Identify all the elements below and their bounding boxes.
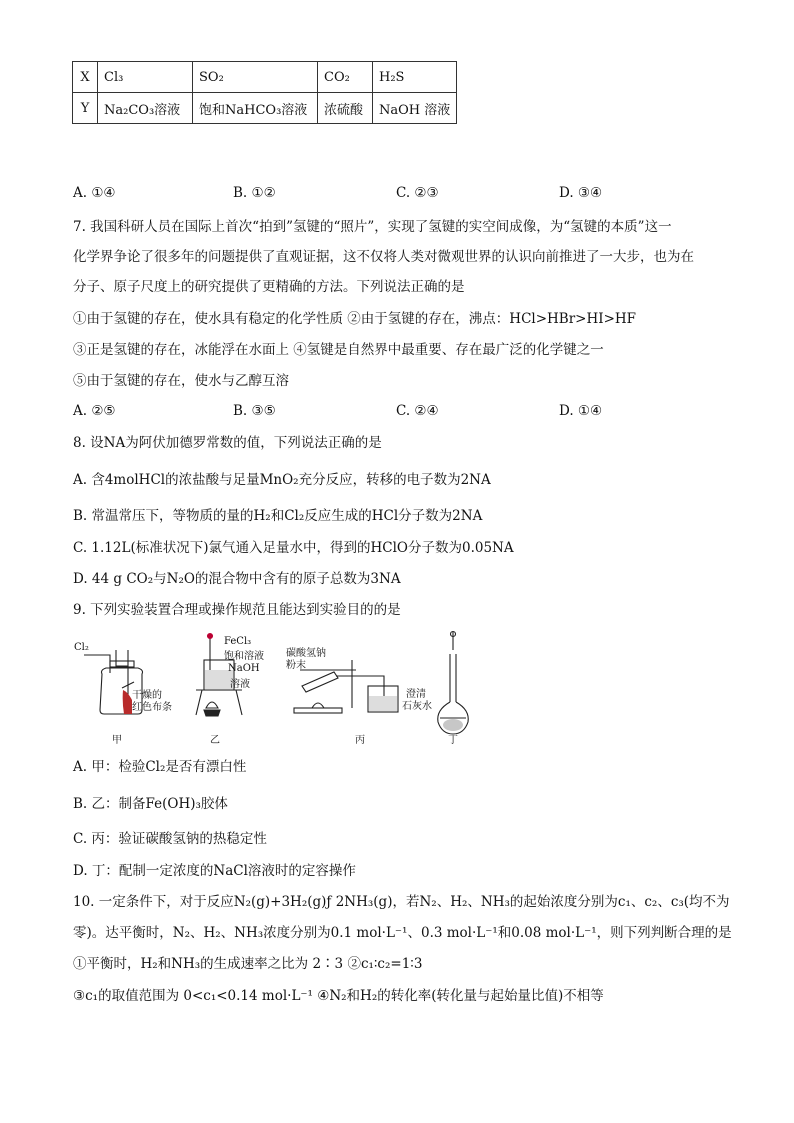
q8-option-d: D. 44 g CO₂与N₂O的混合物中含有的原子总数为3NA	[73, 571, 401, 587]
q7-stem-line: 分子、原子尺度上的研究提供了更精确的方法。下列说法正确的是	[73, 279, 465, 295]
label-red-cloth: 红色布条	[132, 702, 172, 713]
table-cell: Cl₃	[98, 62, 193, 93]
q7-statement: ③正是氢键的存在，冰能浮在水面上 ④氢键是自然界中最重要、存在最广泛的化学键之一	[73, 342, 604, 358]
caption-ding: 丁	[448, 735, 458, 746]
q10-stem-line: 零)。达平衡时，N₂、H₂、NH₃浓度分别为0.1 mol·L⁻¹、0.3 mol·L⁻¹和0.08 mol·L⁻¹，则下列判断合理的是	[73, 925, 732, 941]
table-cell: CO₂	[318, 62, 373, 93]
q8-option-b: B. 常温常压下，等物质的量的H₂和Cl₂反应生成的HCl分子数为2NA	[73, 508, 483, 524]
q6-option-a: A. ①④	[73, 185, 116, 201]
table-cell: 浓硫酸	[318, 93, 373, 124]
caption-yi: 乙	[210, 735, 220, 746]
label-powder: 粉末	[286, 660, 306, 671]
label-clear: 澄清	[406, 689, 426, 700]
red-cloth-strip	[123, 690, 132, 714]
table-cell: NaOH 溶液	[373, 93, 457, 124]
label-nahco3: 碳酸氢钠	[286, 648, 326, 659]
q10-statement: ①平衡时，H₂和NH₃的生成速率之比为 2∶3 ②c₁∶c₂=1∶3	[73, 956, 423, 972]
label-naoh-solution: 溶液	[230, 679, 250, 690]
table-cell: X	[73, 62, 98, 93]
reagent-table	[72, 61, 457, 124]
q8-option-c: C. 1.12L(标准状况下)氯气通入足量水中，得到的HClO分子数为0.05NA	[73, 540, 514, 556]
label-fecl3: FeCl₃	[224, 636, 252, 647]
q10-stem-line: 10. 一定条件下，对于反应N₂(g)+3H₂(g)ƒ 2NH₃(g)，若N₂、H₂、NH₃的起始浓度分别为c₁、c₂、c₃(均不为	[73, 894, 730, 910]
q10-statement: ③c₁的取值范围为 0<c₁<0.14 mol·L⁻¹ ④N₂和H₂的转化率(转化量与起始量比值)不相等	[73, 988, 604, 1004]
q7-option-c: C. ②④	[396, 403, 439, 419]
q7-statement: ⑤由于氢键的存在，使水与乙醇互溶	[73, 373, 289, 389]
label-limewater: 石灰水	[402, 701, 432, 712]
q9-option-a: A. 甲：检验Cl₂是否有漂白性	[73, 759, 247, 775]
q7-statement: ①由于氢键的存在，使水具有稳定的化学性质 ②由于氢键的存在，沸点：HCl>HBr>HI>HF	[73, 311, 637, 327]
q9-stem: 9. 下列实验装置合理或操作规范且能达到实验目的的是	[73, 602, 401, 618]
label-dry-cloth: 干燥的	[132, 690, 162, 701]
table-cell: 饱和NaHCO₃溶液	[193, 93, 318, 124]
q9-option-d: D. 丁：配制一定浓度的NaCl溶液时的定容操作	[73, 863, 356, 879]
q6-option-d: D. ③④	[559, 185, 603, 201]
table-row-y	[73, 93, 457, 124]
q6-option-b: B. ①②	[233, 185, 276, 201]
q7-stem-line: 7. 我国科研人员在国际上首次“拍到”氢键的“照片”，实现了氢键的实空间成像，为“氢键的本质”这一	[73, 219, 672, 235]
table-cell: Y	[73, 93, 98, 124]
table-row-x	[73, 62, 457, 93]
q9-option-b: B. 乙：制备Fe(OH)₃胶体	[73, 796, 228, 812]
label-saturated-solution: 饱和溶液	[224, 651, 264, 662]
label-naoh: NaOH	[228, 663, 260, 674]
q6-option-c: C. ②③	[396, 185, 439, 201]
apparatus-figure	[72, 630, 482, 745]
q7-option-b: B. ③⑤	[233, 403, 276, 419]
q8-stem: 8. 设NA为阿伏加德罗常数的值，下列说法正确的是	[73, 435, 382, 451]
table-cell: H₂S	[373, 62, 457, 93]
q9-option-c: C. 丙：验证碳酸氢钠的热稳定性	[73, 831, 267, 847]
caption-bing: 丙	[355, 735, 365, 746]
caption-jia: 甲	[112, 735, 122, 746]
label-cl2: Cl₂	[74, 642, 89, 653]
q8-option-a: A. 含4molHCl的浓盐酸与足量MnO₂充分反应，转移的电子数为2NA	[73, 472, 491, 488]
table-cell: SO₂	[193, 62, 318, 93]
q7-stem-line: 化学界争论了很多年的问题提供了直观证据，这不仅将人类对微观世界的认识向前推进了一大步，也为在	[73, 249, 694, 265]
q7-option-a: A. ②⑤	[73, 403, 116, 419]
table-cell: Na₂CO₃溶液	[98, 93, 193, 124]
q7-option-d: D. ①④	[559, 403, 603, 419]
